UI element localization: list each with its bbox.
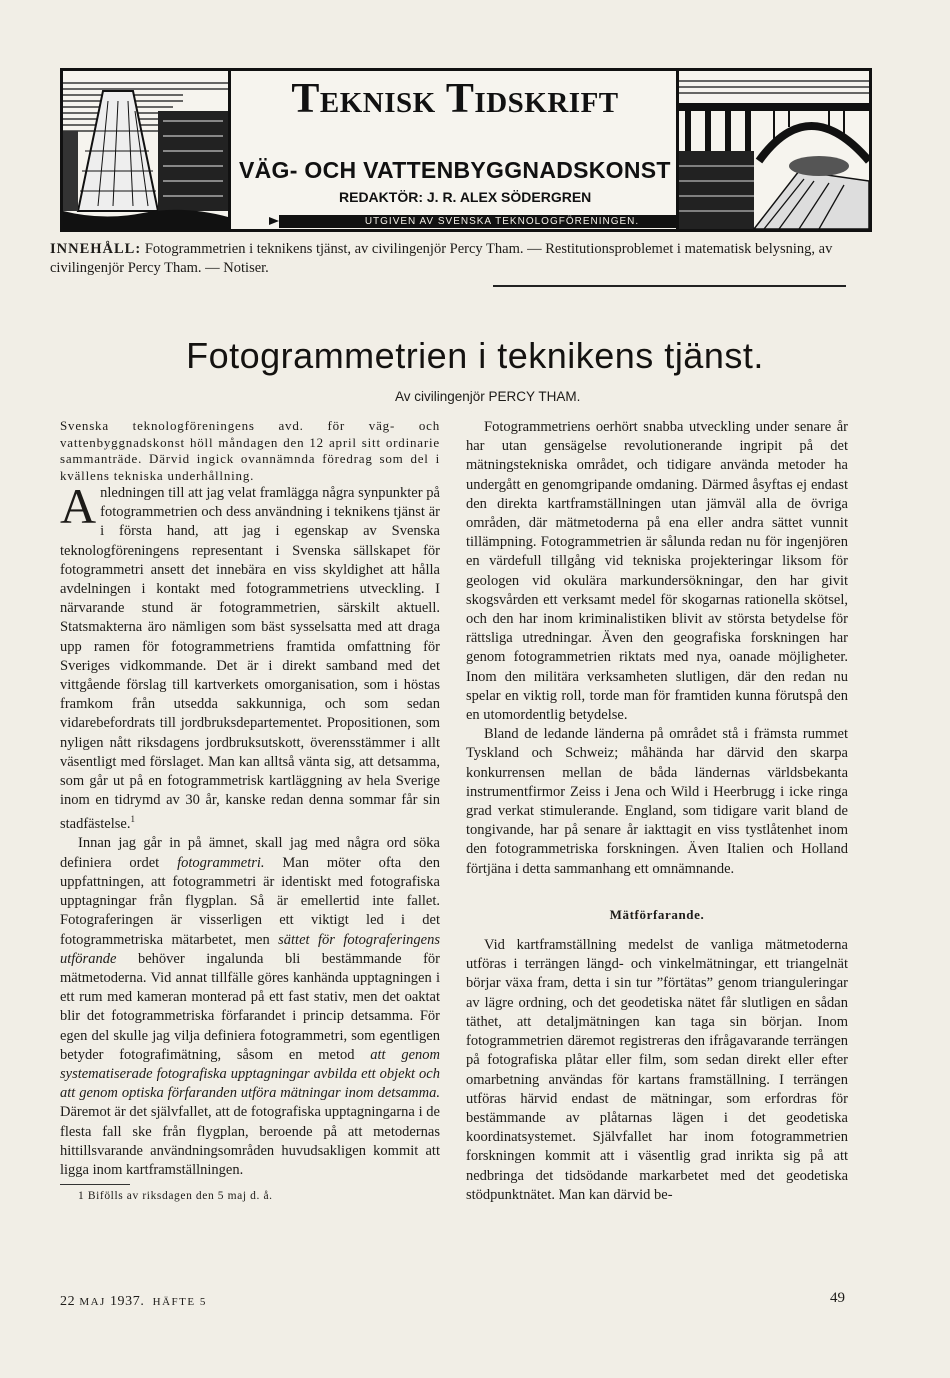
footnote-rule [60,1184,130,1185]
right-paragraph-3: Vid kartframställning medelst de vanliga mätmetoderna utföras i terrängen längd- och vinkelmätningar, ett triangelnät börjar växa fram, detta i sin tur ”förtätas” genom trianguleringar av lägre ordning, och det geodetiska nätet får slutligen en sådan täthet, att detaljmätningen kan taga sin början. Inom fotogrammetrien däremot registreras den ifrågavarande terrängen på fotografiska plåtar eller film, som sedan direkt eller efter omarbetning användas för kartans framställning. I terrängen utföras härvid endast de mätningar, som erfordras för bestämmande av plåtarnas lägen i det geodetiska koordinatsystemet. Självfallet har inom fotogrammetrien forskningen kommit att i väsentlig grad inrikta sig på att nedbringa det tidsödande markarbetet med det geodetiska stödpunktnätet. Man kan därvid be- [466,937,848,1203]
p2-text-a: Innan jag går in på ämnet, skall jag med några ord söka definiera ordet [60,835,440,871]
date-day: 22 [60,1294,76,1309]
journal-subtitle: VÄG- OCH VATTENBYGGNADSKONST [239,157,671,183]
p2-emphasis-c: att genom systematiserade fotografiska upptagningar avbilda ett objekt och att genom optiska förfaranden utföra mätningar inom detsamma. [60,1046,440,1102]
article-intro: Svenska teknologföreningens avd. för väg- och vattenbyggnadskonst höll måndagen den 12 april sitt ordinarie sammanträde. Därvid ingick ovannämnda föredrag som del i kvällens tekniska underhållning. [60,418,440,483]
p2-text-d: Däremot är det självfallet, att de fotografiska upptagningarna i de flesta fall ske från flygplan, beroende på att metodernas hittillsvarande användningsområden huvudsakligen kommit att ligga inom kartframställningen. [60,1104,440,1178]
footnote-mark: 1 [130,814,135,825]
contents-text: Fotogrammetrien i teknikens tjänst, av civilingenjör Percy Tham. — Restitutionsproblemet i matematisk belysning, av civilingenjör Percy Tham. — Notiser. [50,241,833,276]
date-month: MAJ [79,1296,106,1308]
journal-title: Teknisk Tidskrift [291,76,619,122]
p2-text-b: Man möter ofta den uppfattningen, att fotogrammetri är identiskt med fotografiska upptagningar från flygplan. Så är emellertid inte fallet. Fotograferingen är visserligen ett viktigt led i det fotogrammetriska mätarbetet, men [60,854,440,948]
paragraph-2 [60,834,440,1180]
drop-cap: A [60,478,97,534]
right-paragraph-1: Fotogrammetriens oerhört snabba utveckling under senare år har utan gensägelse revolutionerande ingripit på det mätningstekniska området, och tidigare använda metoder ha undergått en genomgripande omdaning. Därmed åsyftas ej endast den direkta kartframställningen utan jämväl alla de övriga områden, där mätmetoderna på ena eller andra sättet vunnit tillämpning. Fotogrammetrien är sålunda redan nu för ingenjören en värdefull tillgång vid tekniska projekteringar liksom för geologen vid okulära markundersökningar, den har givit skogsvården ett verksamt medel för skogarnas rationella skötsel, och den har inom kriminalistiken blivit av största betydelse för rättsliga utredningar. Även den geografiska forskningen har genom fotogrammetrien riktats med nya, oanade möjligheter. Inom den militära verksamheten slutligen, där den redan nu spelar en viktig roll, torde man för framtiden kunna förutspå den en utomordentlig betydelse. [466,419,848,724]
paragraph-1-text: nledningen till att jag velat framlägga några synpunkter på fotogrammetrien och dess användning i teknikens tjänst är i första hand, att jag i egenskap av Svenska teknologföreningens representant i Svenska sällskapet för fotogrammetri ansett det innebära en viss skyldighet att hålla avdelningen i kontakt med fotogrammetriens utveckling. I närvarande stund är fotogrammetrien, särskilt aktuell. Statsmakterna äro nämligen som bäst sysselsatta med att draga upp ramen för fotogrammetriens framtida omfattning för Sveriges vidkommande. Det är i direkt samband med det vittgående förslag till kartverkets omorganisation, som i höstas framkom från utsedda sakkunniga, och som sedan vidarebefordrats till jordbruksdepartementet. Propositionen, som nyligen nått riksdagens jordbruksutskott, överensstämmer i allt väsentligt med förslaget. Man kan alltså vänta sig, att detsamma, som går ut på en fotogrammetrisk kartläggning av hela Sverige inom en tidrymd av 30 år, kanske redan denna sommar får sin stadfästelse. [60,485,440,833]
footnote: 1 Bifölls av riksdagen den 5 maj d. å. [78,1190,273,1203]
publisher-banner: UTGIVEN AV SVENSKA TEKNOLOGFÖRENINGEN. [279,215,725,228]
dam-illustration [63,71,228,229]
table-of-contents [50,240,845,278]
bridge-illustration [679,71,869,229]
page-number: 49 [830,1290,845,1306]
section-heading: Mätförfarande. [609,906,705,922]
masthead [60,68,872,232]
right-paragraph-2: Bland de ledande länderna på området stå i främsta rummet Tyskland och Schweiz; måhända har därvid den skarpa konkurrensen mellan de båda ländernas världsbekanta instrumentfirmor Zeiss i Jena och Wild i Heerbrugg i icke ringa grad verkat stimulerande. England, som tidigare varit bland de tongivande, har på senare år iakttagit en viss tystlåtenhet inom den fotogrammetriska forskningen. Även Italien och Holland förtjäna i detta sammanhang ett omnämnande. [466,726,848,877]
masthead-divider-left [228,71,231,229]
issue-number: HÄFTE 5 [152,1296,207,1308]
p2-emphasis-b: sättet för fotograferingens utförande [60,931,440,967]
article-title: Fotogrammetrien i teknikens tjänst. [186,335,764,376]
paragraph-1 [60,478,440,834]
contents-label: INNEHÅLL: [50,241,142,257]
date-year: 1937. [109,1294,145,1309]
p2-text-c: behöver ingalunda bli bestämmande för mätmetoderna. Vid annat tillfälle göres kanhända upptagningen i ett rum med kameran monterad på ett fast stativ, men det oaktat blir det fotogrammetriska förfarandet i princip detsamma. För egen del skulle jag vilja definiera fotogrammetri, som egentligen betyder fotografimätning, såsom en metod [60,950,440,1063]
contents-rule [493,285,846,287]
p2-emphasis-a: fotogrammetri. [177,854,265,871]
journal-editor: REDAKTÖR: J. R. ALEX SÖDERGREN [339,189,592,205]
right-column [466,418,848,1205]
article-author: Av civilingenjör PERCY THAM. [395,389,581,404]
issue-date [60,1294,207,1310]
left-column [60,418,440,1204]
